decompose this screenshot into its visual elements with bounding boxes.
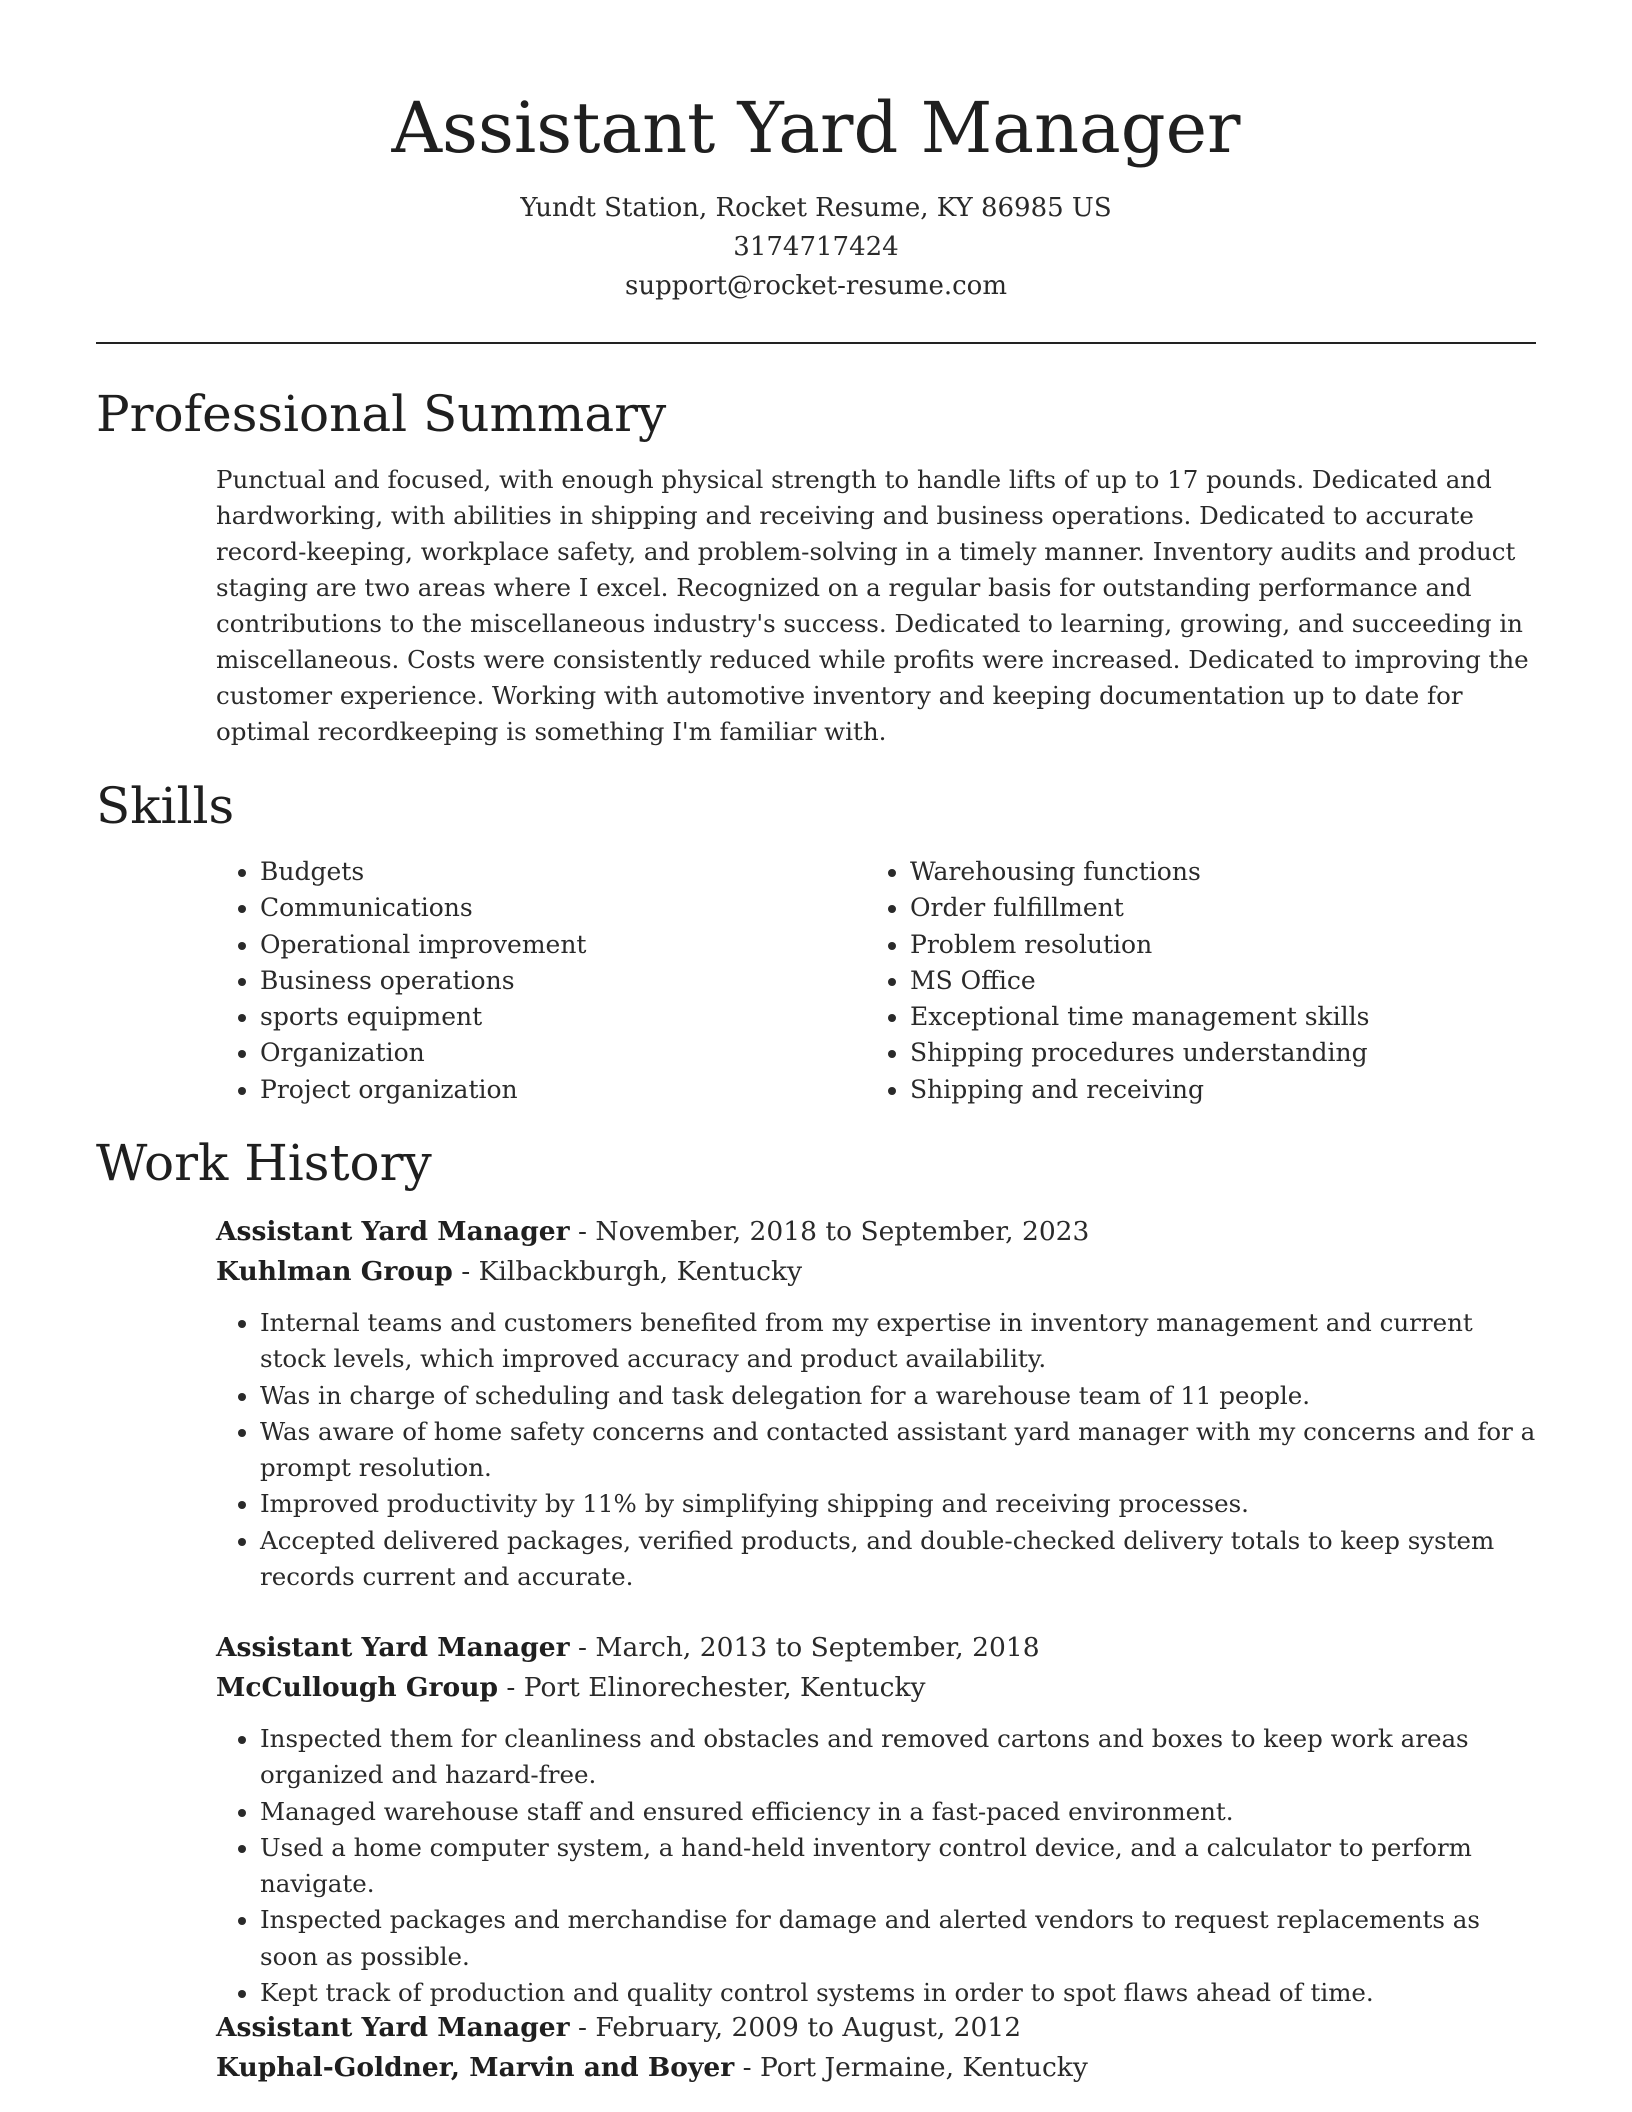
job-entry [216, 2008, 1541, 2088]
skill-item: • Problem resolution [910, 927, 1370, 963]
job-title: Assistant Yard Manager [216, 1216, 570, 1247]
job-dates: - November, 2018 to September, 2023 [569, 1216, 1090, 1247]
job-title: Assistant Yard Manager [216, 1632, 570, 1663]
skill-item: • Operational improvement [260, 927, 586, 963]
job-bullet: • Was aware of home safety concerns and contacted assistant yard manager with my concerns and for a prompt resolution. [260, 1414, 1541, 1487]
skills-column-1 [216, 854, 586, 1108]
candidate-name: Assistant Yard Manager [391, 87, 1241, 169]
section-title-work-history: Work History [96, 1134, 432, 1192]
resume-header [96, 80, 1536, 306]
header-divider [96, 342, 1536, 344]
skill-item: • Communications [260, 890, 586, 926]
skill-item: • Warehousing functions [910, 854, 1370, 890]
job-bullet: • Used a home computer system, a hand-held inventory control device, and a calculator to perform navigate. [260, 1830, 1541, 1903]
skills-column-2 [866, 854, 1370, 1108]
skill-item: • Organization [260, 1035, 586, 1071]
job-bullets [216, 1305, 1541, 1595]
phone: 3174717424 [733, 232, 899, 262]
skill-item: • Order fulfillment [910, 890, 1370, 926]
job-entry [216, 1628, 1541, 2011]
job-dates: - February, 2009 to August, 2012 [569, 2012, 1022, 2043]
job-company: McCullough Group [216, 1672, 498, 1703]
job-bullet: • Accepted delivered packages, verified products, and double-checked delivery totals to keep system records current and accurate. [260, 1523, 1541, 1596]
section-title-skills: Skills [96, 777, 235, 835]
skill-item: • Business operations [260, 963, 586, 999]
skill-item: • sports equipment [260, 999, 586, 1035]
skill-item: • MS Office [910, 963, 1370, 999]
job-title-line [216, 2008, 1541, 2048]
job-company: Kuphal-Goldner, Marvin and Boyer [216, 2052, 735, 2083]
skill-item: • Budgets [260, 854, 586, 890]
job-bullet: • Was in charge of scheduling and task delegation for a warehouse team of 11 people. [260, 1378, 1541, 1414]
job-bullet: • Inspected packages and merchandise for damage and alerted vendors to request replacements as soon as possible. [260, 1902, 1541, 1975]
job-title-line [216, 1212, 1541, 1252]
job-company: Kuhlman Group [216, 1256, 453, 1287]
job-title: Assistant Yard Manager [216, 2012, 570, 2043]
job-dates: - March, 2013 to September, 2018 [569, 1632, 1040, 1663]
job-entry [216, 1212, 1541, 1595]
job-bullet: • Inspected them for cleanliness and obstacles and removed cartons and boxes to keep work areas organized and hazard-free. [260, 1721, 1541, 1794]
section-title-summary: Professional Summary [96, 385, 667, 443]
job-location: - Kilbackburgh, Kentucky [452, 1256, 803, 1287]
job-bullets [216, 1721, 1541, 2011]
address: Yundt Station, Rocket Resume, KY 86985 US [520, 193, 1112, 223]
job-company-line [216, 1668, 1541, 1708]
summary-text: Punctual and focused, with enough physical strength to handle lifts of up to 17 pounds. Dedicated and hardworking, with abilities in shipping and receiving and business operations. Dedicated to accurate record-keeping, workplace safety, and problem-solving in a timely manner. Inventory audits and product staging are two areas where I excel. Recognized on a regular basis for outstanding performance and contributions to the miscellaneous industry's success. Dedicated to learning, growing, and succeeding in miscellaneous. Costs were consistently reduced while profits were increased. Dedicated to improving the customer experience. Working with automotive inventory and keeping documentation up to date for optimal recordkeeping is something I'm familiar with. [216, 465, 1529, 746]
job-title-line [216, 1628, 1541, 1668]
email: support@rocket-resume.com [624, 271, 1007, 301]
skill-item: • Shipping and receiving [910, 1072, 1370, 1108]
job-company-line [216, 1252, 1541, 1292]
job-bullet: • Internal teams and customers benefited from my expertise in inventory management and current stock levels, which improved accuracy and product availability. [260, 1305, 1541, 1378]
skill-item: • Project organization [260, 1072, 586, 1108]
job-location: - Port Elinorechester, Kentucky [498, 1672, 926, 1703]
skill-item: • Exceptional time management skills [910, 999, 1370, 1035]
job-bullet: • Kept track of production and quality control systems in order to spot flaws ahead of time. [260, 1975, 1541, 2011]
job-bullet: • Improved productivity by 11% by simplifying shipping and receiving processes. [260, 1486, 1541, 1522]
job-bullet: • Managed warehouse staff and ensured efficiency in a fast-paced environment. [260, 1794, 1541, 1830]
job-company-line [216, 2048, 1541, 2088]
skill-item: • Shipping procedures understanding [910, 1035, 1370, 1071]
job-location: - Port Jermaine, Kentucky [734, 2052, 1088, 2083]
